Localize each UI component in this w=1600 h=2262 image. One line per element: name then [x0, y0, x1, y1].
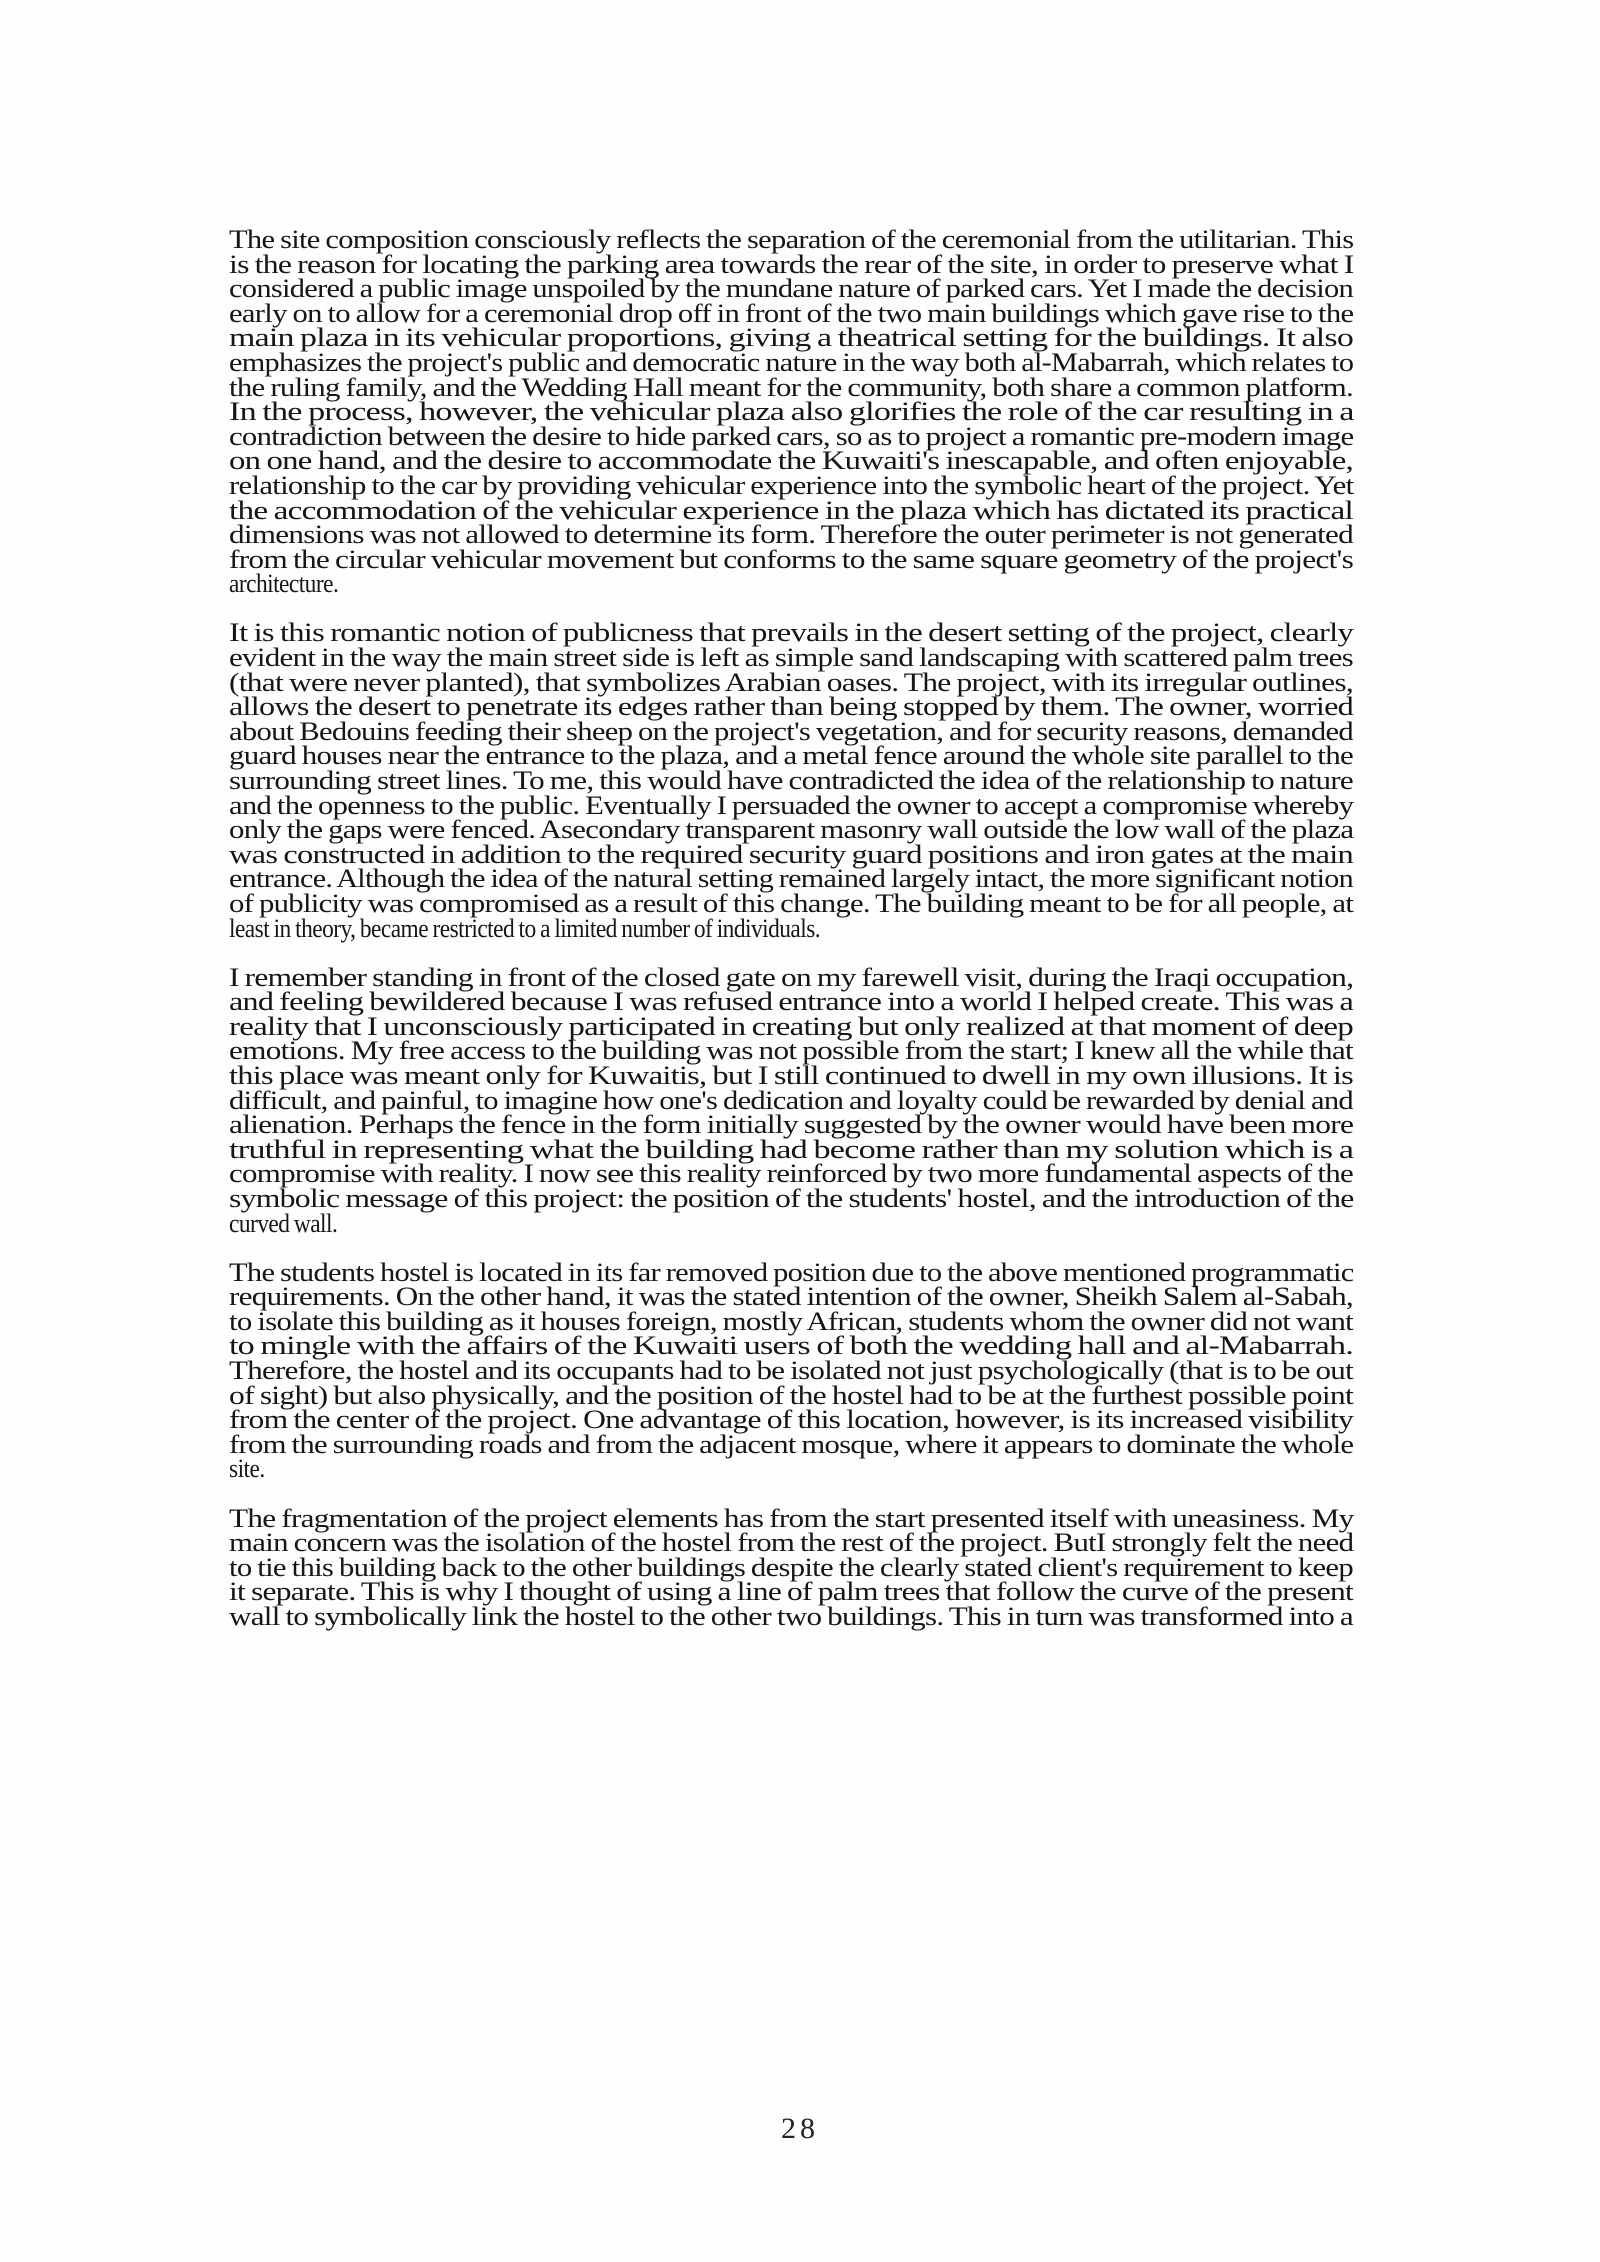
text-line: to mingle with the affairs of the Kuwaiti users of both the wedding hall and al-Mabarrah.	[229, 1331, 1353, 1361]
text-line: least in theory, became restricted to a limited number of individuals.	[229, 913, 821, 943]
text-line: it separate. This is why I thought of using a line of palm trees that follow the curve of the present	[229, 1577, 1353, 1607]
text-line: considered a public image unspoiled by the mundane nature of parked cars. Yet I made the decision	[229, 274, 1353, 304]
text-line: guard houses near the entrance to the plaza, and a metal fence around the whole site parallel to the	[229, 741, 1353, 771]
paragraph	[229, 1503, 1354, 1631]
paragraph	[229, 225, 1354, 599]
paragraph	[229, 962, 1354, 1238]
text-line: (that were never planted), that symbolizes Arabian oases. The project, with its irregular outlines,	[229, 667, 1353, 697]
text-line: from the surrounding roads and from the adjacent mosque, where it appears to dominate the whole	[229, 1429, 1354, 1459]
text-line: about Bedouins feeding their sheep on the project's vegetation, and for security reasons, demanded	[229, 716, 1353, 746]
text-line: compromise with reality. I now see this reality reinforced by two more fundamental aspects of the	[229, 1159, 1353, 1189]
text-line: contradiction between the desire to hide parked cars, so as to project a romantic pre-modern image	[229, 421, 1354, 451]
text-line: early on to allow for a ceremonial drop off in front of the two main buildings which gave rise to the	[229, 298, 1354, 328]
text-line: allows the desert to penetrate its edges rather than being stopped by them. The owner, worried	[229, 692, 1353, 722]
text-line: to isolate this building as it houses foreign, mostly African, students whom the owner did not want	[229, 1306, 1353, 1336]
text-line: to tie this building back to the other buildings despite the clearly stated client's requirement to keep	[229, 1552, 1353, 1582]
text-line: is the reason for locating the parking area towards the rear of the site, in order to preserve what I	[229, 249, 1354, 279]
text-line: dimensions was not allowed to determine its form. Therefore the outer perimeter is not generated	[229, 520, 1353, 550]
text-line: main concern was the isolation of the hostel from the rest of the project. ButI strongly felt the need	[229, 1528, 1354, 1558]
text-line: alienation. Perhaps the fence in the form initially suggested by the owner would have been more	[229, 1110, 1354, 1140]
text-line: and the openness to the public. Eventually I persuaded the owner to accept a compromise whereby	[229, 790, 1354, 820]
text-line: symbolic message of this project: the position of the students' hostel, and the introduction of the	[229, 1183, 1354, 1213]
text-line: The students hostel is located in its far removed position due to the above mentioned programmatic	[229, 1257, 1354, 1287]
text-line: difficult, and painful, to imagine how one's dedication and loyalty could be rewarded by denial and	[229, 1085, 1353, 1115]
text-line: was constructed in addition to the required security guard positions and iron gates at the main	[229, 839, 1353, 869]
text-line: It is this romantic notion of publicness that prevails in the desert setting of the project, clearly	[229, 618, 1353, 648]
text-line: main plaza in its vehicular proportions, giving a theatrical setting for the buildings. It also	[229, 323, 1353, 353]
text-line: emphasizes the project's public and democratic nature in the way both al-Mabarrah, which relates to	[229, 347, 1354, 377]
paragraph	[229, 618, 1354, 943]
text-line: on one hand, and the desire to accommodate the Kuwaiti's inescapable, and often enjoyable,	[229, 446, 1353, 476]
text-line: the ruling family, and the Wedding Hall meant for the community, both share a common platform.	[229, 372, 1353, 402]
text-line: The fragmentation of the project elements has from the start presented itself with uneasiness. My	[229, 1503, 1354, 1533]
text-line: relationship to the car by providing vehicular experience into the symbolic heart of the project. Yet	[229, 470, 1354, 500]
text-line: the accommodation of the vehicular experience in the plaza which has dictated its practical	[229, 495, 1353, 525]
body-text	[229, 225, 1354, 1654]
text-line: architecture.	[229, 569, 339, 599]
text-line: requirements. On the other hand, it was the stated intention of the owner, Sheikh Salem al-Sabah,	[229, 1282, 1353, 1312]
text-line: only the gaps were fenced. Asecondary transparent masonry wall outside the low wall of the plaza	[229, 815, 1354, 845]
text-line: site.	[229, 1454, 265, 1484]
text-line: In the process, however, the vehicular plaza also glorifies the role of the car resulting in a	[229, 397, 1354, 427]
page-number: 28	[781, 2112, 819, 2145]
text-line: truthful in representing what the building had become rather than my solution which is a	[229, 1134, 1354, 1164]
text-line: reality that I unconsciously participated in creating but only realized at that moment of deep	[229, 1011, 1353, 1041]
text-line: this place was meant only for Kuwaitis, but I still continued to dwell in my own illusions. It is	[229, 1061, 1353, 1090]
text-line: from the center of the project. One advantage of this location, however, is its increased visibility	[229, 1405, 1354, 1435]
paragraph	[229, 1257, 1354, 1484]
text-line: surrounding street lines. To me, this would have contradicted the idea of the relationship to nature	[229, 765, 1353, 795]
text-line: entrance. Although the idea of the natural setting remained largely intact, the more significant notion	[229, 864, 1353, 894]
text-line: evident in the way the main street side is left as simple sand landscaping with scattered palm trees	[229, 643, 1353, 672]
text-line: wall to symbolically link the hostel to the other two buildings. This in turn was transformed into a	[229, 1601, 1353, 1631]
text-line: The site composition consciously reflects the separation of the ceremonial from the utilitarian. This	[229, 225, 1354, 254]
text-line: Therefore, the hostel and its occupants had to be isolated not just psychologically (that is to be out	[229, 1356, 1353, 1386]
text-line: emotions. My free access to the building was not possible from the start; I knew all the while that	[229, 1036, 1353, 1066]
text-line: and feeling bewildered because I was refused entrance into a world I helped create. This was a	[229, 987, 1353, 1017]
text-line: of sight) but also physically, and the position of the hostel had to be at the furthest possible point	[229, 1380, 1354, 1410]
text-line: I remember standing in front of the closed gate on my farewell visit, during the Iraqi occupation,	[229, 962, 1354, 992]
text-line: curved wall.	[229, 1208, 338, 1238]
text-line: from the circular vehicular movement but conforms to the same square geometry of the project's	[229, 544, 1354, 574]
text-line: of publicity was compromised as a result of this change. The building meant to be for all people, at	[229, 888, 1354, 918]
